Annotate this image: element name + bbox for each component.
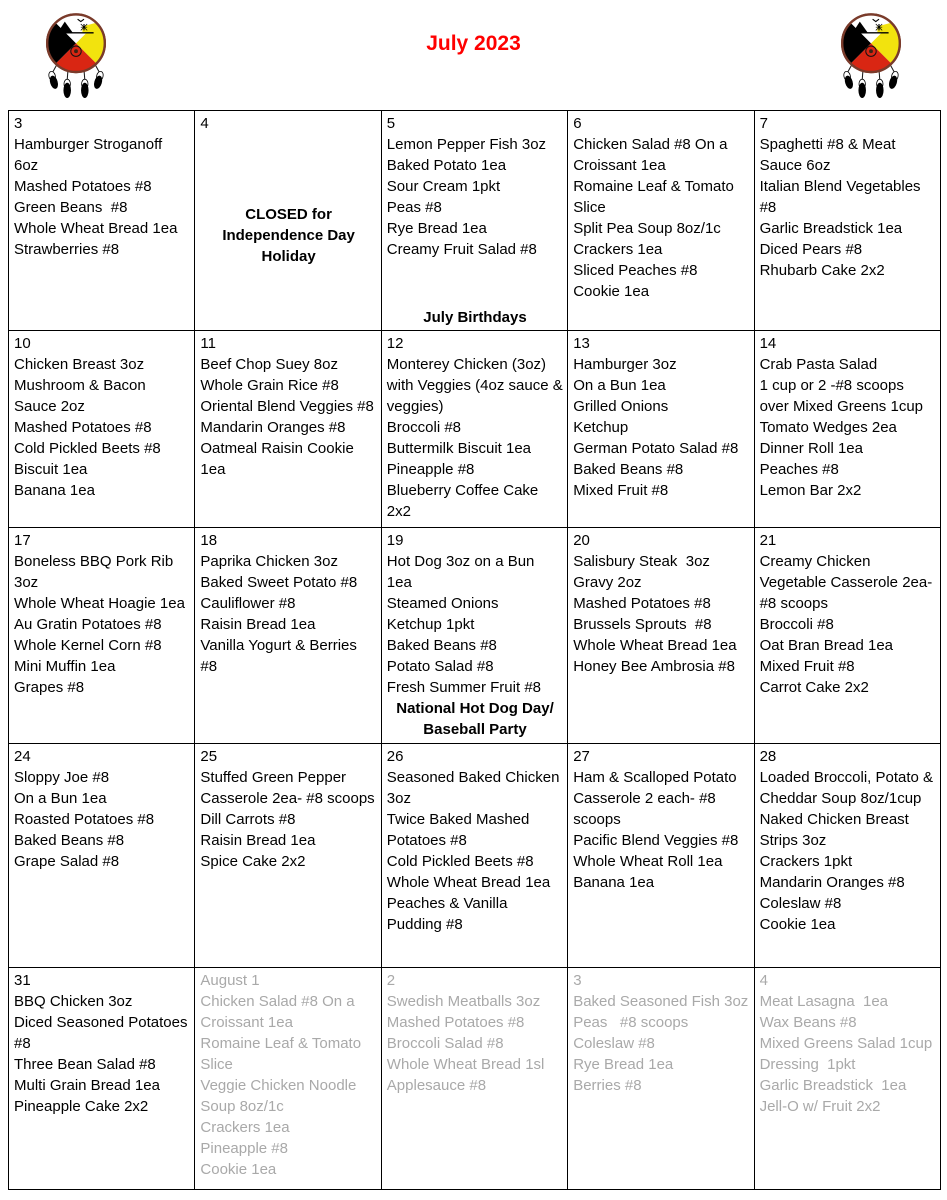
day-label: 12 [386, 335, 404, 352]
day-label: 13 [573, 335, 590, 352]
day-label: 4 [200, 115, 209, 132]
menu-item: Dill Carrots #8 [200, 811, 296, 828]
day-label: 28 [759, 748, 777, 765]
menu-item: Mashed Potatoes #8 [386, 1014, 525, 1031]
menu-item: Mushroom & Bacon Sauce 2oz [14, 377, 150, 415]
menu-item: Naked Chicken Breast Strips 3oz [759, 811, 914, 849]
menu-item: Creamy Chicken Vegetable Casserole 2ea- #8 scoops [759, 553, 937, 612]
calendar-cell [195, 968, 380, 1189]
menu-item: Grape Salad #8 [14, 853, 120, 870]
day-label: 5 [386, 115, 396, 132]
menu-item: Mixed Fruit #8 [573, 482, 669, 499]
menu-item: Peaches & Vanilla Pudding #8 [386, 895, 512, 933]
day-label: 2 [386, 972, 396, 989]
menu-item: Sour Cream 1pkt [386, 178, 501, 195]
menu-item: On a Bun 1ea [573, 377, 666, 394]
menu-item: Creamy Fruit Salad #8 [386, 241, 537, 258]
menu-item: Baked Sweet Potato #8 [200, 574, 358, 591]
menu-item: Mandarin Oranges #8 [200, 419, 346, 436]
menu-item: Peas #8 [386, 199, 442, 216]
menu-item: Twice Baked Mashed Potatoes #8 [386, 811, 534, 849]
menu-item: Oat Bran Bread 1ea [759, 637, 894, 654]
menu-item: Fresh Summer Fruit #8 [386, 679, 542, 696]
menu-item: Carrot Cake 2x2 [759, 679, 869, 696]
menu-item: Grapes #8 [14, 679, 85, 696]
menu-item: Cookie 1ea [573, 283, 650, 300]
calendar-cell [568, 528, 753, 743]
calendar-cell [755, 528, 940, 743]
menu-item: Hot Dog 3oz on a Bun 1ea [386, 553, 539, 591]
calendar-cell [9, 111, 194, 330]
menu-item: Italian Blend Vegetables #8 [759, 178, 925, 216]
calendar-cell [195, 331, 380, 527]
medicine-wheel-logo-right [831, 6, 911, 106]
day-label: 18 [200, 532, 218, 549]
calendar-cell [568, 331, 753, 527]
menu-item: Buttermilk Biscuit 1ea [386, 440, 532, 457]
menu-item: Rye Bread 1ea [386, 220, 487, 237]
menu-item: Broccoli Salad #8 [386, 1035, 504, 1052]
calendar-cell [382, 744, 567, 967]
calendar-cell [9, 744, 194, 967]
menu-item: Lemon Bar 2x2 [759, 482, 862, 499]
menu-item: Coleslaw #8 [759, 895, 842, 912]
menu-item: Oatmeal Raisin Cookie 1ea [200, 440, 358, 478]
page-title: July 2023 [426, 32, 521, 55]
menu-item: Cold Pickled Beets #8 [14, 440, 161, 457]
menu-item: Chicken Salad #8 On a Croissant 1ea [200, 993, 359, 1031]
menu-item: 1 cup or 2 -#8 scoops over Mixed Greens 1cup [759, 377, 924, 415]
menu-item: Cookie 1ea [759, 916, 836, 933]
menu-item: Baked Beans #8 [386, 637, 497, 654]
menu-item: Mandarin Oranges #8 [759, 874, 905, 891]
menu-item: Spaghetti #8 & Meat Sauce 6oz [759, 136, 900, 174]
menu-item: Ketchup 1pkt [386, 616, 475, 633]
menu-item: Ham & Scalloped Potato Casserole 2 each- #8 scoops [573, 769, 741, 828]
calendar-cell [382, 331, 567, 527]
menu-item: Paprika Chicken 3oz [200, 553, 338, 570]
menu-item: Coleslaw #8 [573, 1035, 655, 1052]
menu-item: Applesauce #8 [386, 1077, 487, 1094]
menu-item: BBQ Chicken 3oz [14, 993, 133, 1010]
menu-item: Cauliflower #8 [200, 595, 296, 612]
menu-item: Whole Wheat Bread 1sl [386, 1056, 545, 1073]
menu-item: Banana 1ea [573, 874, 655, 891]
calendar-cell [755, 331, 940, 527]
menu-item: Honey Bee Ambrosia #8 [573, 658, 735, 675]
calendar-cell [195, 528, 380, 743]
day-label: 24 [14, 748, 31, 765]
day-label: 14 [759, 335, 777, 352]
menu-item: Lemon Pepper Fish 3oz [386, 136, 547, 153]
calendar-cell [568, 968, 753, 1189]
menu-item: Split Pea Soup 8oz/1c [573, 220, 721, 237]
calendar-cell [195, 111, 380, 330]
menu-item: Cookie 1ea [200, 1161, 277, 1178]
calendar-cell [568, 744, 753, 967]
menu-item: Multi Grain Bread 1ea [14, 1077, 160, 1094]
menu-item: Mini Muffin 1ea [14, 658, 116, 675]
calendar-cell [9, 528, 194, 743]
event-note: National Hot Dog Day/ Baseball Party [396, 700, 554, 738]
menu-item: Ketchup [573, 419, 629, 436]
menu-item: Monterey Chicken (3oz) with Veggies (4oz sauce & veggies) [386, 356, 567, 415]
day-label: 27 [573, 748, 590, 765]
day-label: 7 [759, 115, 768, 132]
menu-item: German Potato Salad #8 [573, 440, 739, 457]
menu-item: Stuffed Green Pepper Casserole 2ea- #8 scoops [200, 769, 375, 807]
menu-item: Garlic Breadstick 1ea [759, 220, 903, 237]
menu-item: Oriental Blend Veggies #8 [200, 398, 374, 415]
menu-item: Wax Beans #8 [759, 1014, 857, 1031]
menu-item: Jell-O w/ Fruit 2x2 [759, 1098, 881, 1115]
day-label: 10 [14, 335, 31, 352]
calendar-grid [8, 110, 941, 1190]
menu-item: Crackers 1pkt [759, 853, 853, 870]
menu-item: Boneless BBQ Pork Rib 3oz [14, 553, 178, 591]
menu-item: Pineapple #8 [200, 1140, 288, 1157]
menu-item: Chicken Breast 3oz [14, 356, 145, 373]
menu-item: Spice Cake 2x2 [200, 853, 306, 870]
menu-item: Three Bean Salad #8 [14, 1056, 156, 1073]
day-label: August 1 [200, 972, 260, 989]
menu-item: Baked Seasoned Fish 3oz [573, 993, 749, 1010]
day-label: 19 [386, 532, 404, 549]
menu-item: Pineapple Cake 2x2 [14, 1098, 149, 1115]
day-label: 3 [573, 972, 582, 989]
menu-item: Strawberries #8 [14, 241, 120, 258]
menu-item: Biscuit 1ea [14, 461, 88, 478]
menu-item: Mashed Potatoes #8 [573, 595, 711, 612]
menu-item: Cold Pickled Beets #8 [386, 853, 534, 870]
menu-item: Berries #8 [573, 1077, 642, 1094]
menu-item: Roasted Potatoes #8 [14, 811, 155, 828]
menu-item: Mixed Greens Salad 1cup [759, 1035, 933, 1052]
calendar-cell [755, 111, 940, 330]
menu-item: Diced Pears #8 [759, 241, 863, 258]
day-label: 4 [759, 972, 768, 989]
menu-item: Banana 1ea [14, 482, 95, 499]
day-label: 21 [759, 532, 777, 549]
closed-note: CLOSED for Independence Day Holiday [222, 206, 355, 265]
menu-item: Whole Wheat Bread 1ea [573, 637, 737, 654]
day-label: 25 [200, 748, 218, 765]
menu-item: Baked Beans #8 [573, 461, 684, 478]
menu-item: Vanilla Yogurt & Berries #8 [200, 637, 362, 675]
menu-item: Meat Lasagna 1ea [759, 993, 889, 1010]
menu-item: Green Beans #8 [14, 199, 128, 216]
day-label: 17 [14, 532, 31, 549]
menu-item: On a Bun 1ea [14, 790, 107, 807]
menu-item: Baked Potato 1ea [386, 157, 507, 174]
calendar-cell [195, 744, 380, 967]
event-note: July Birthdays [423, 309, 527, 326]
menu-item: Chicken Salad #8 On a Croissant 1ea [573, 136, 732, 174]
menu-item: Raisin Bread 1ea [200, 832, 316, 849]
menu-item: Crackers 1ea [573, 241, 663, 258]
menu-item: Whole Wheat Bread 1ea [386, 874, 551, 891]
calendar-cell [382, 528, 567, 743]
menu-item: Rye Bread 1ea [573, 1056, 674, 1073]
menu-item: Hamburger Stroganoff 6oz [14, 136, 167, 174]
menu-item: Salisbury Steak 3oz [573, 553, 710, 570]
calendar-cell [755, 968, 940, 1189]
menu-item: Whole Wheat Roll 1ea [573, 853, 723, 870]
menu-item: Romaine Leaf & Tomato Slice [573, 178, 739, 216]
menu-item: Whole Wheat Bread 1ea [14, 220, 178, 237]
menu-item: Loaded Broccoli, Potato & Cheddar Soup 8oz/1cup [759, 769, 938, 807]
menu-item: Diced Seasoned Potatoes #8 [14, 1014, 192, 1052]
menu-item: Crab Pasta Salad [759, 356, 878, 373]
calendar-cell [382, 111, 567, 330]
menu-item: Brussels Sprouts #8 [573, 616, 712, 633]
menu-item: Swedish Meatballs 3oz [386, 993, 541, 1010]
menu-item: Potato Salad #8 [386, 658, 494, 675]
medicine-wheel-logo-left [36, 6, 116, 106]
page-header [0, 0, 947, 110]
menu-item: Steamed Onions [386, 595, 499, 612]
menu-item: Mashed Potatoes #8 [14, 178, 152, 195]
menu-item: Au Gratin Potatoes #8 [14, 616, 162, 633]
menu-item: Pineapple #8 [386, 461, 475, 478]
menu-item: Whole Kernel Corn #8 [14, 637, 162, 654]
menu-item: Broccoli #8 [759, 616, 834, 633]
menu-item: Rhubarb Cake 2x2 [759, 262, 885, 279]
day-label: 3 [14, 115, 23, 132]
menu-item: Crackers 1ea [200, 1119, 290, 1136]
menu-item: Dinner Roll 1ea [759, 440, 863, 457]
menu-item: Veggie Chicken Noodle Soup 8oz/1c [200, 1077, 361, 1115]
menu-item: Peaches #8 [759, 461, 839, 478]
menu-item: Seasoned Baked Chicken 3oz [386, 769, 564, 807]
menu-item: Mashed Potatoes #8 [14, 419, 152, 436]
day-label: 11 [200, 335, 216, 352]
menu-item: Broccoli #8 [386, 419, 461, 436]
menu-item: Romaine Leaf & Tomato Slice [200, 1035, 366, 1073]
menu-item: Garlic Breadstick 1ea [759, 1077, 907, 1094]
menu-item: Raisin Bread 1ea [200, 616, 316, 633]
menu-item: Grilled Onions [573, 398, 669, 415]
day-label: 31 [14, 972, 31, 989]
calendar-cell [568, 111, 753, 330]
menu-item: Sliced Peaches #8 [573, 262, 698, 279]
menu-item: Peas #8 scoops [573, 1014, 689, 1031]
menu-item: Hamburger 3oz [573, 356, 677, 373]
menu-item: Whole Wheat Hoagie 1ea [14, 595, 185, 612]
menu-item: Baked Beans #8 [14, 832, 125, 849]
calendar-cell [9, 331, 194, 527]
menu-item: Mixed Fruit #8 [759, 658, 855, 675]
day-label: 20 [573, 532, 590, 549]
menu-item: Beef Chop Suey 8oz [200, 356, 338, 373]
menu-item: Sloppy Joe #8 [14, 769, 110, 786]
calendar-cell [755, 744, 940, 967]
day-label: 6 [573, 115, 582, 132]
day-label: 26 [386, 748, 404, 765]
menu-item: Dressing 1pkt [759, 1056, 856, 1073]
menu-item: Gravy 2oz [573, 574, 642, 591]
menu-item: Tomato Wedges 2ea [759, 419, 897, 436]
menu-item: Pacific Blend Veggies #8 [573, 832, 739, 849]
menu-item: Blueberry Coffee Cake 2x2 [386, 482, 543, 520]
menu-item: Whole Grain Rice #8 [200, 377, 339, 394]
calendar-cell [9, 968, 194, 1189]
calendar-cell [382, 968, 567, 1189]
